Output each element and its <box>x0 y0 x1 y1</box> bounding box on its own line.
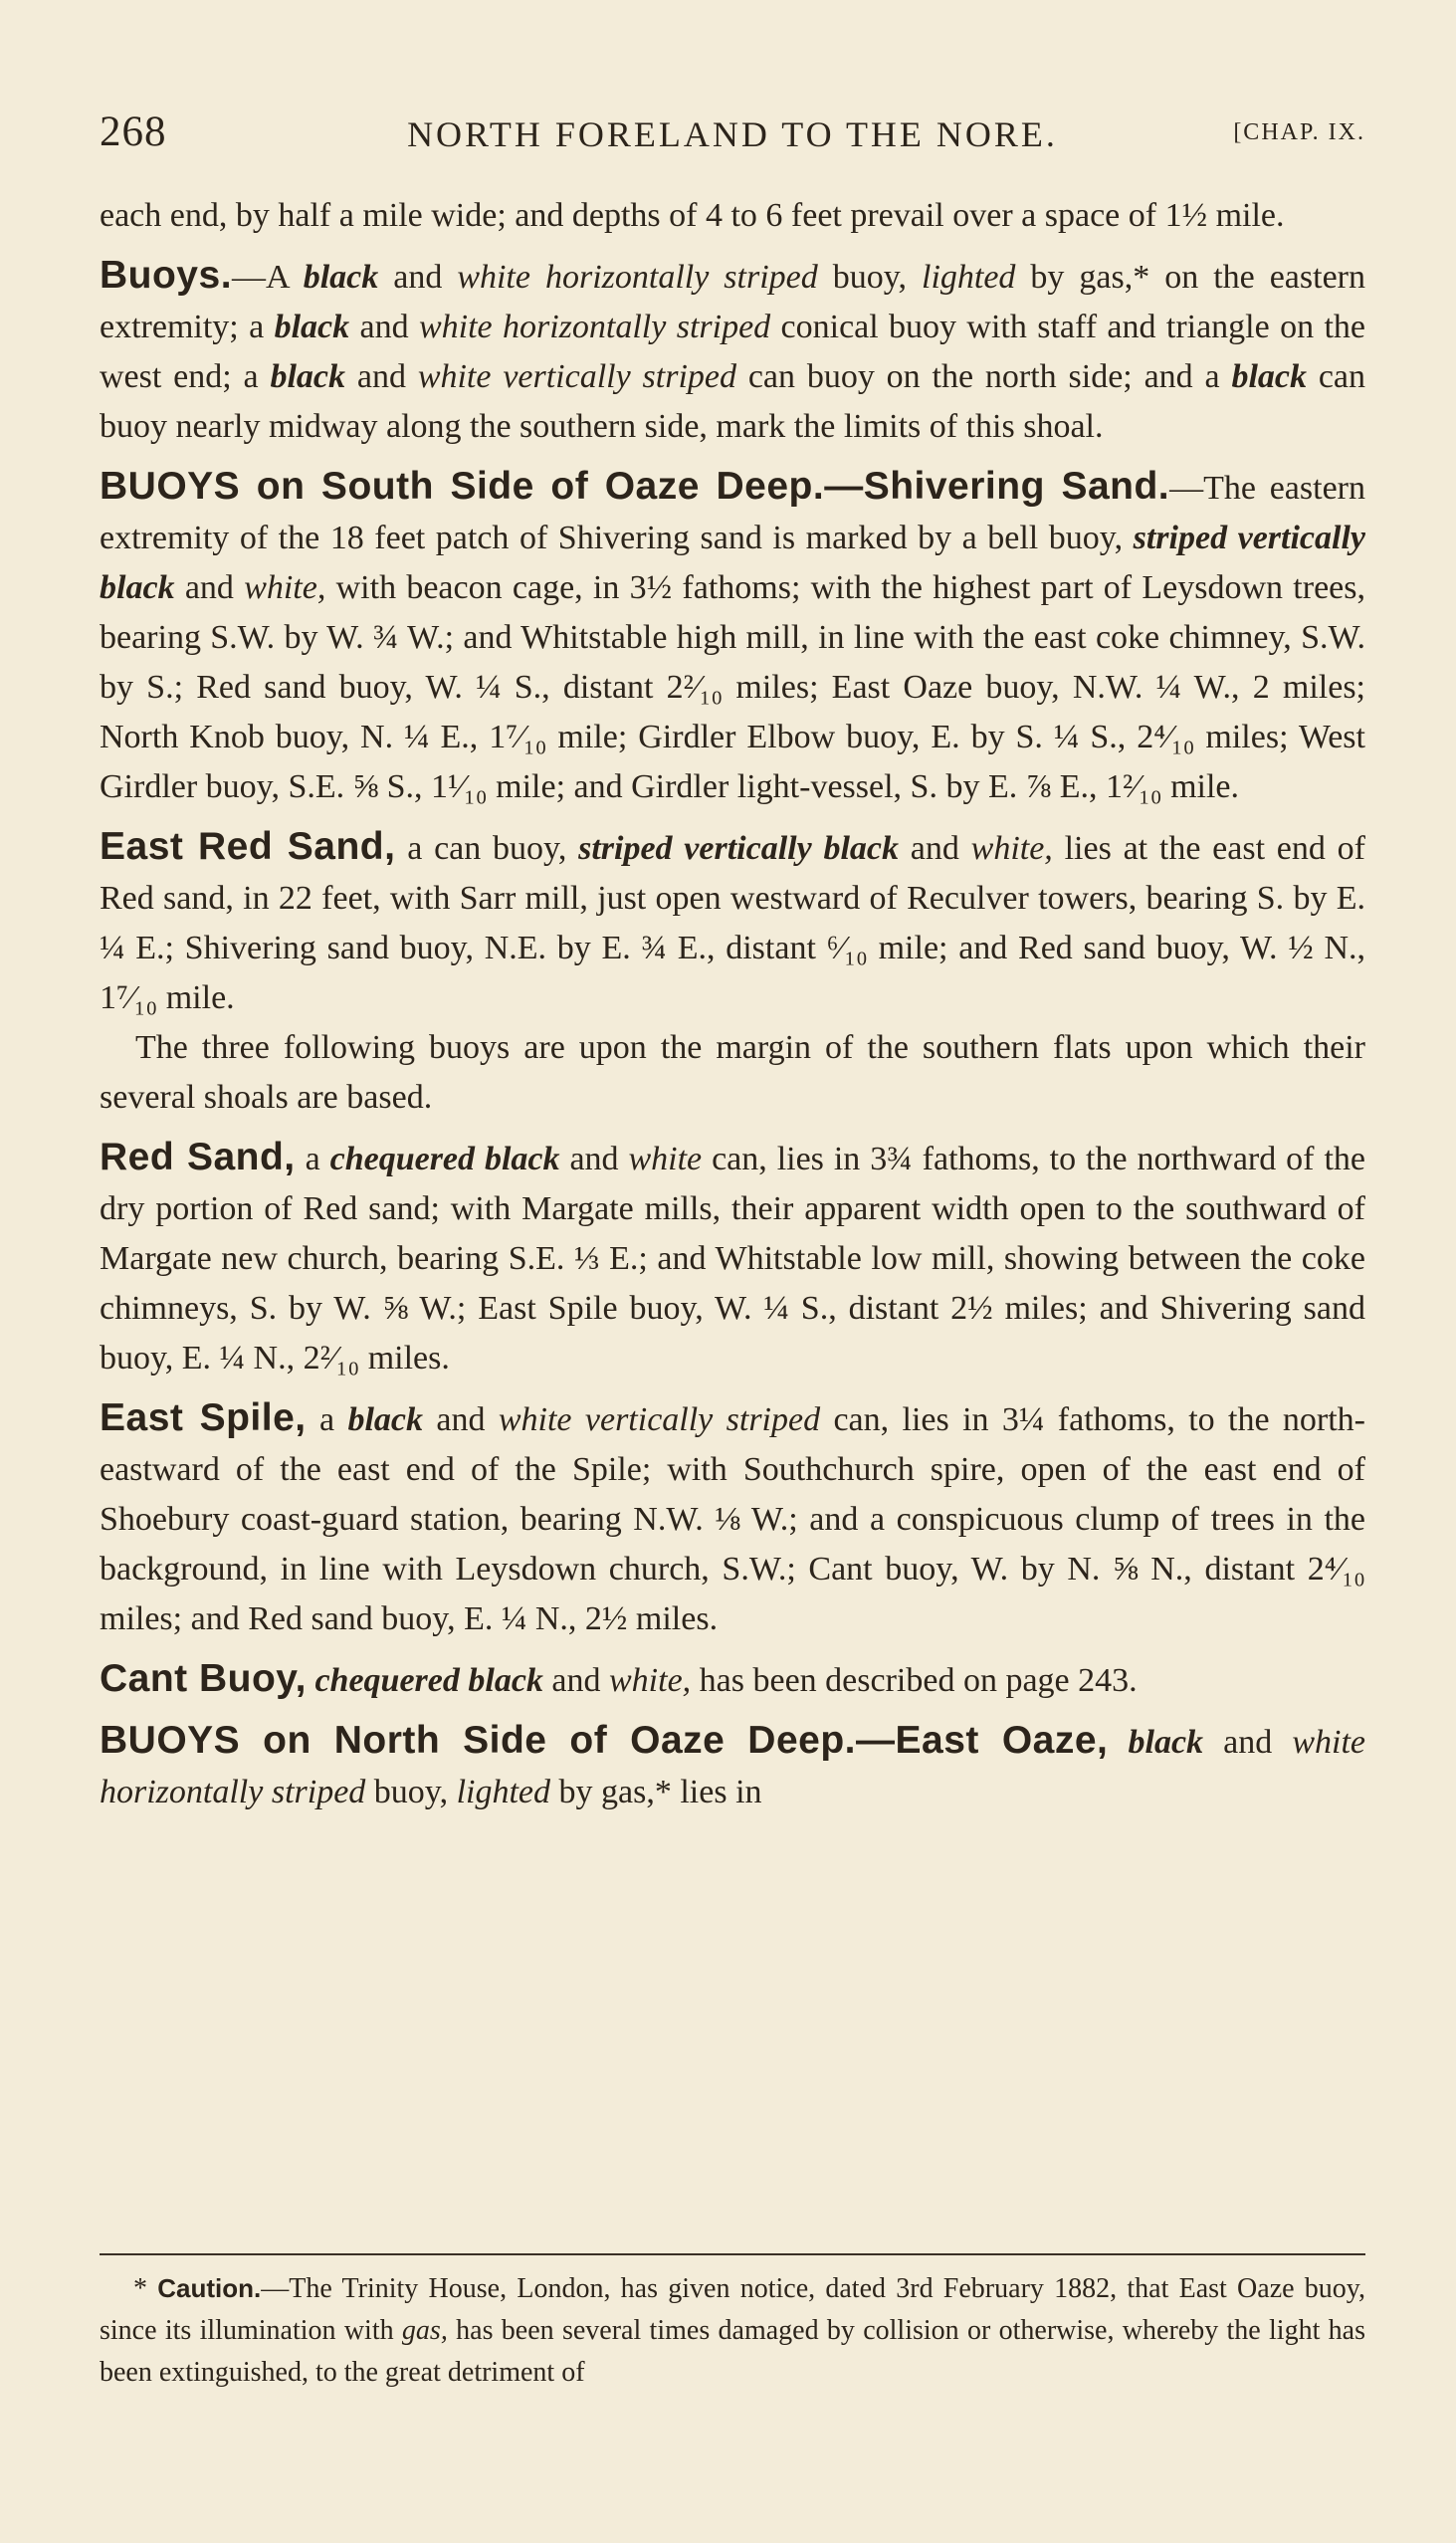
paragraph-following-buoys: The three following buoys are upon the margin of the southern flats upon which their several shoals are based. <box>100 1029 1365 1116</box>
paragraph-north-side: BUOYS on North Side of Oaze Deep.—East Oaze, black and white horizontally striped buoy, lighted by gas,* lies in <box>100 1719 1366 1810</box>
page-number: 268 <box>100 108 167 155</box>
paragraph-cant-buoy: Cant Buoy, chequered black and white, has been described on page 243. <box>100 1657 1138 1700</box>
footnote-marker: * <box>133 2273 158 2304</box>
running-title: NORTH FORELAND TO THE NORE. <box>407 114 1058 154</box>
section-heading-red-sand: Red Sand, <box>100 1136 296 1178</box>
section-heading-buoys: Buoys. <box>100 254 233 297</box>
footnote-divider <box>100 2253 1365 2255</box>
section-heading-south-side: BUOYS on South Side of Oaze Deep.—Shivering Sand. <box>100 465 1170 508</box>
paragraph-east-spile: East Spile, a black and white vertically striped can, lies in 3¼ fathoms, to the north-eastward of the east end of the Spile; with Southchurch spire, open of the east end of Shoebury coast-guard station, bearing N.W. ⅛ W.; and a conspicuous clump of trees in the background, in line with Leysdown church, S.W.; Cant buoy, W. by N. ⅝ N., distant 2⁴⁄₁₀ miles; and Red sand buoy, E. ¼ N., 2½ miles. <box>100 1396 1366 1637</box>
footnote-heading: Caution. <box>157 2273 262 2303</box>
paragraph-east-red-sand: East Red Sand, a can buoy, striped vertically black and white, lies at the east end of Red sand, in 22 feet, with Sarr mill, just open westward of Reculver towers, bearing S. by E. ¼ E.; Shivering sand buoy, N.E. by E. ¾ E., distant ⁶⁄₁₀ mile; and Red sand buoy, W. ½ N., 1⁷⁄₁₀ mile. <box>100 825 1365 1016</box>
body-text <box>100 191 1365 1817</box>
section-heading-north-side: BUOYS on North Side of Oaze Deep.—East Oaze, <box>100 1719 1109 1762</box>
paragraph-buoys: Buoys.—A black and white horizontally striped buoy, lighted by gas,* on the eastern extremity; a black and white horizontally striped conical buoy with staff and triangle on the west end; a black and white vertically striped can buoy on the north side; and a black can buoy nearly midway along the southern side, mark the limits of this shoal. <box>100 254 1366 445</box>
section-heading-east-spile: East Spile, <box>100 1396 307 1439</box>
footnote-text: * Caution.—The Trinity House, London, has given notice, dated 3rd February 1882, that East Oaze buoy, since its illumination with gas, has been several times damaged by collision or otherwise, whereby the light has been extinguished, to the great detriment of <box>100 2273 1366 2388</box>
section-heading-cant-buoy: Cant Buoy, <box>100 1657 307 1700</box>
footnote <box>100 2267 1365 2394</box>
chapter-marker: [CHAP. IX. <box>1233 119 1365 145</box>
running-header <box>100 107 1365 167</box>
paragraph-continuation: each end, by half a mile wide; and depths of 4 to 6 feet prevail over a space of 1½ mile. <box>100 197 1285 234</box>
paragraph-shivering-sand: BUOYS on South Side of Oaze Deep.—Shivering Sand.—The eastern extremity of the 18 feet patch of Shivering sand is marked by a bell buoy, striped vertically black and white, with beacon cage, in 3½ fathoms; with the highest part of Leysdown trees, bearing S.W. by W. ¾ W.; and Whitstable high mill, in line with the east coke chimney, S.W. by S.; Red sand buoy, W. ¼ S., distant 2²⁄₁₀ miles; East Oaze buoy, N.W. ¼ W., 2 miles; North Knob buoy, N. ¼ E., 1⁷⁄₁₀ mile; Girdler Elbow buoy, E. by S. ¼ S., 2⁴⁄₁₀ miles; West Girdler buoy, S.E. ⅝ S., 1¹⁄₁₀ mile; and Girdler light-vessel, S. by E. ⅞ E., 1²⁄₁₀ mile. <box>100 465 1365 805</box>
section-heading-east-red-sand: East Red Sand, <box>100 825 396 868</box>
paragraph-red-sand: Red Sand, a chequered black and white can, lies in 3¾ fathoms, to the northward of the dry portion of Red sand; with Margate mills, their apparent width open to the southward of Margate new church, bearing S.E. ⅓ E.; and Whitstable low mill, showing between the coke chimneys, S. by W. ⅝ W.; East Spile buoy, W. ¼ S., distant 2½ miles; and Shivering sand buoy, E. ¼ N., 2²⁄₁₀ miles. <box>100 1136 1365 1377</box>
